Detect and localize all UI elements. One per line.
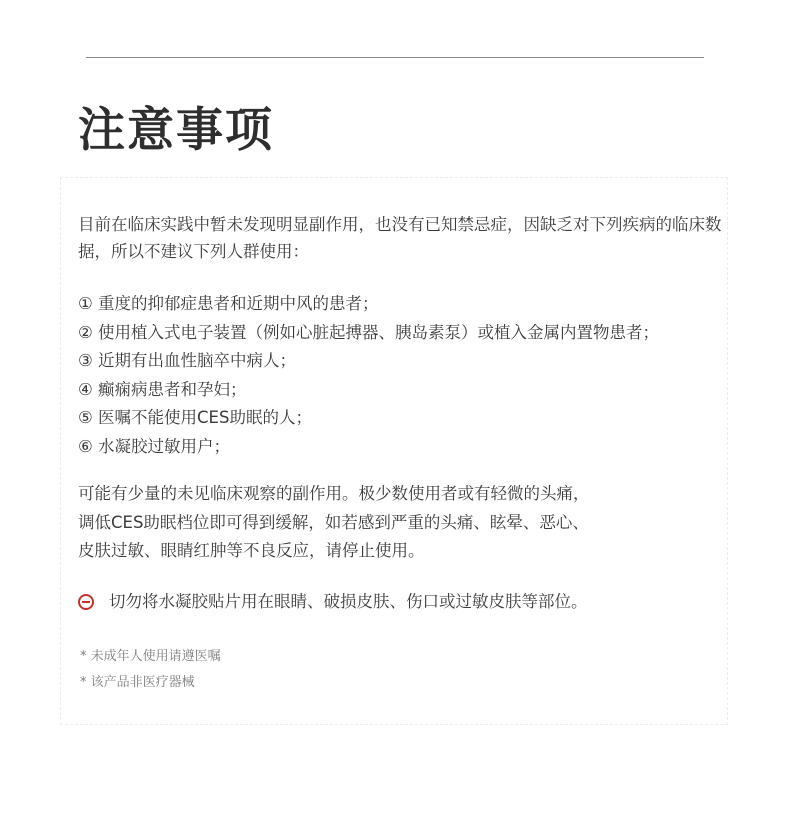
list-item: ① 重度的抑郁症患者和近期中风的患者； [78, 294, 379, 313]
warning-notice [78, 590, 588, 614]
contraindication-list [78, 290, 659, 462]
footnotes [80, 644, 221, 696]
warning-text: 切勿将水凝胶贴片用在眼睛、破损皮肤、伤口或过敏皮肤等部位。 [109, 592, 588, 611]
top-divider [86, 57, 704, 58]
intro-paragraph: 目前在临床实践中暂未发现明显副作用，也没有已知禁忌症，因缺乏对下列疾病的临床数据，所以不建议下列人群使用： [78, 215, 722, 261]
list-item: ⑥ 水凝胶过敏用户； [78, 436, 231, 456]
side-effects-line: 可能有少量的未见临床观察的副作用。极少数使用者或有轻微的头痛， [78, 484, 590, 503]
page-title: 注意事项 [78, 103, 274, 158]
list-item: ④ 癫痫病患者和孕妇； [78, 379, 247, 399]
side-effects-paragraph [78, 480, 726, 566]
list-item: ② 使用植入式电子装置（例如心脏起搏器、胰岛素泵）或植入金属内置物患者； [78, 322, 660, 342]
list-item: ⑤ 医嘱不能使用CES助眠的人； [78, 408, 312, 428]
side-effects-line: 皮肤过敏、眼睛红肿等不良反应，请停止使用。 [78, 541, 425, 560]
side-effects-line: 调低CES助眠档位即可得到缓解，如若感到严重的头痛、眩晕、恶心、 [78, 512, 589, 532]
minus-circle-icon [78, 594, 94, 610]
list-item: ③ 近期有出血性脑卒中病人； [78, 351, 297, 371]
footnote: * 该产品非医疗器械 [80, 675, 195, 690]
footnote: * 未成年人使用请遵医嘱 [80, 649, 221, 664]
